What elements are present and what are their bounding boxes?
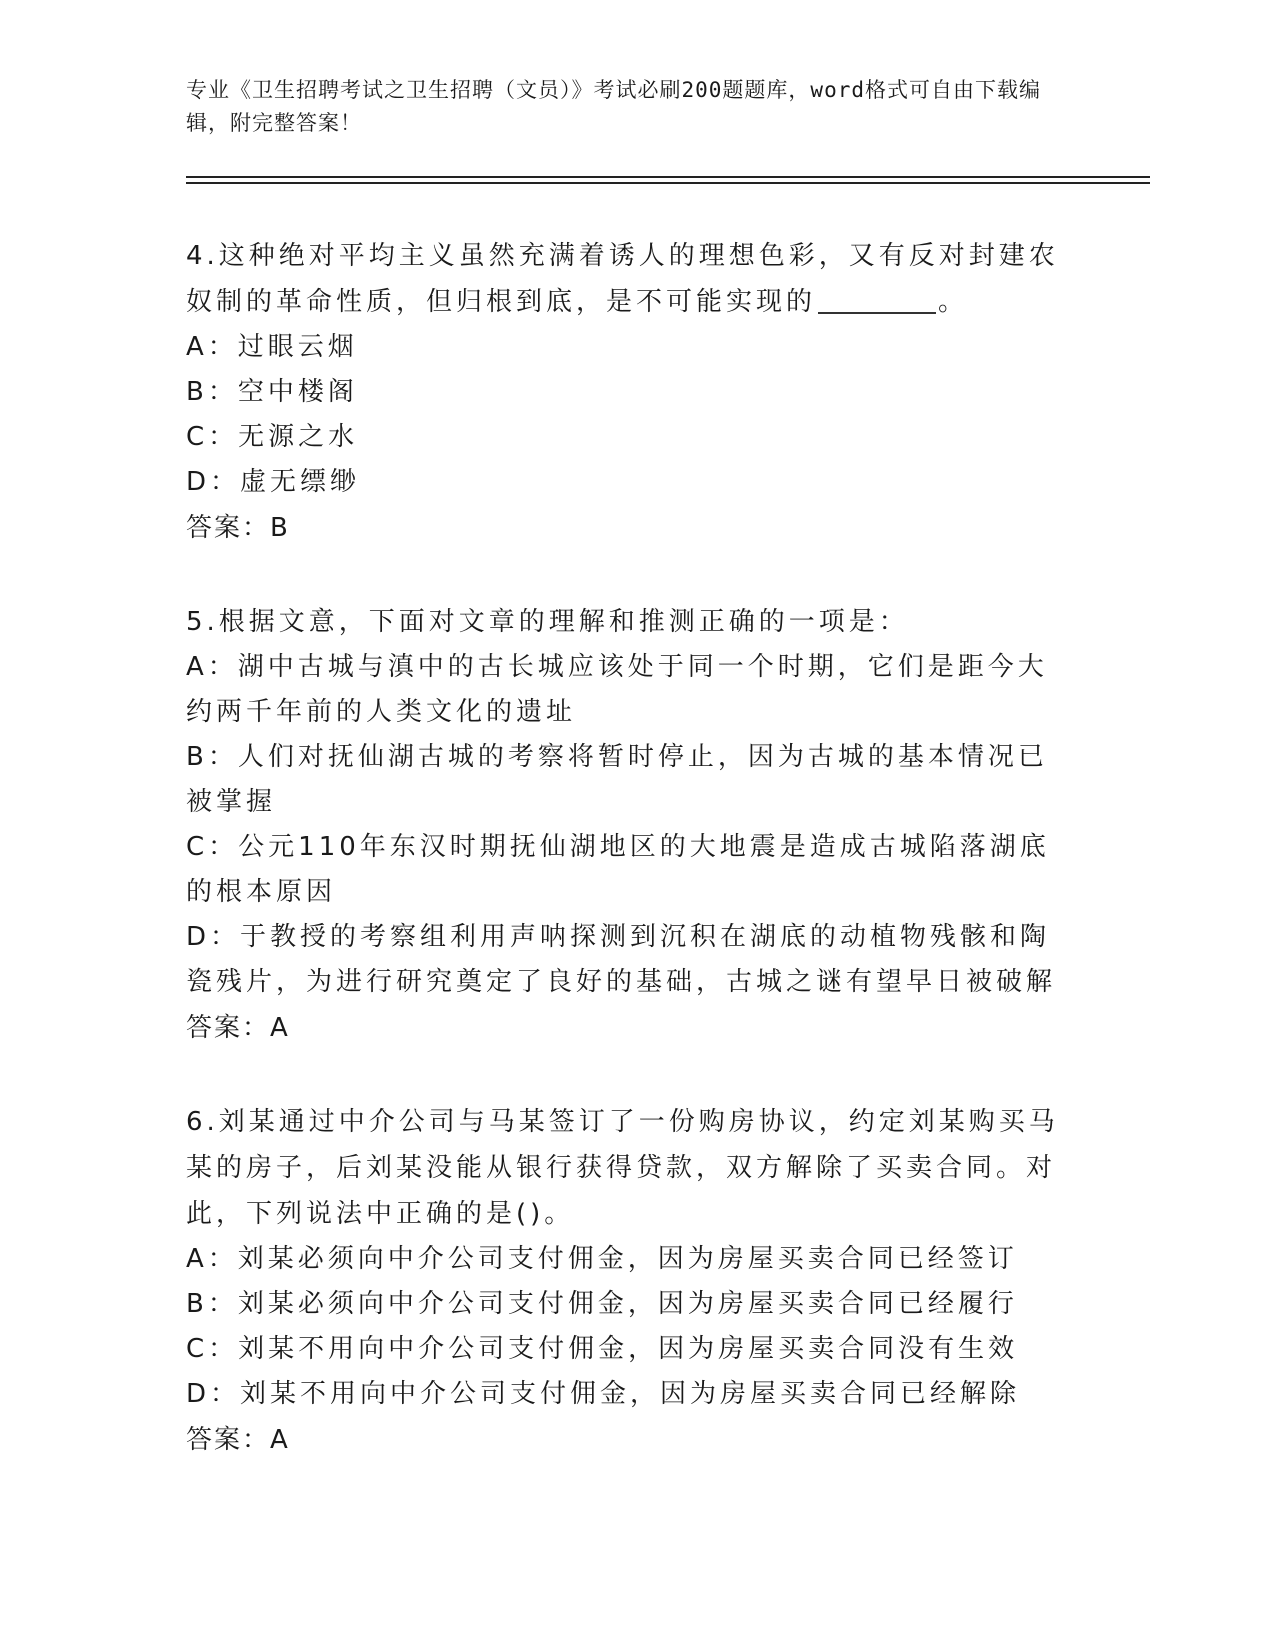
question-stem: 5.根据文意，下面对文章的理解和推测正确的一项是： <box>186 607 909 637</box>
option-b: B：刘某必须向中介公司支付佣金，因为房屋买卖合同已经履行 <box>186 1289 1018 1319</box>
question-item <box>186 233 1076 551</box>
question-item <box>186 599 1076 1051</box>
option-d: D：于教授的考察组利用声呐探测到沉积在湖底的动植物残骸和陶瓷残片，为进行研究奠定了良好的基础，古城之谜有望早日被破解 <box>186 922 1057 997</box>
option-d: D：虚无缥缈 <box>186 467 361 497</box>
header-rule-thin <box>186 182 1150 184</box>
header-rule-thick <box>186 176 1150 178</box>
document-intro: 专业《卫生招聘考试之卫生招聘（文员）》考试必刷200题题库，word格式可自由下载编辑，附完整答案！ <box>186 78 1041 135</box>
option-c: C：刘某不用向中介公司支付佣金，因为房屋买卖合同没有生效 <box>186 1334 1019 1364</box>
option-d: D：刘某不用向中介公司支付佣金，因为房屋买卖合同已经解除 <box>186 1379 1021 1409</box>
option-a: A：湖中古城与滇中的古长城应该处于同一个时期，它们是距今大约两千年前的人类文化的遗址 <box>186 652 1048 727</box>
question-stem-end: 。 <box>938 287 969 317</box>
answer-line: 答案：A <box>186 1013 290 1043</box>
fill-in-blank <box>818 286 936 314</box>
option-c: C：无源之水 <box>186 422 359 452</box>
option-b: B：人们对抚仙湖古城的考察将暂时停止，因为古城的基本情况已被掌握 <box>186 742 1048 817</box>
question-list <box>186 233 1076 1511</box>
question-stem-text: 4.这种绝对平均主义虽然充满着诱人的理想色彩，又有反对封建农奴制的革命性质，但归根到底，是不可能实现的 <box>186 241 1059 317</box>
question-item <box>186 1099 1076 1463</box>
answer-line: 答案：B <box>186 513 290 543</box>
option-b: B：空中楼阁 <box>186 377 358 407</box>
answer-line: 答案：A <box>186 1425 290 1455</box>
option-a: A：过眼云烟 <box>186 332 358 362</box>
option-c: C：公元110年东汉时期抚仙湖地区的大地震是造成古城陷落湖底的根本原因 <box>186 832 1050 907</box>
question-stem <box>186 233 1076 325</box>
question-stem: 6.刘某通过中介公司与马某签订了一份购房协议，约定刘某购买马某的房子，后刘某没能从银行获得贷款，双方解除了买卖合同。对此，下列说法中正确的是()。 <box>186 1107 1059 1229</box>
option-a: A：刘某必须向中介公司支付佣金，因为房屋买卖合同已经签订 <box>186 1244 1018 1274</box>
